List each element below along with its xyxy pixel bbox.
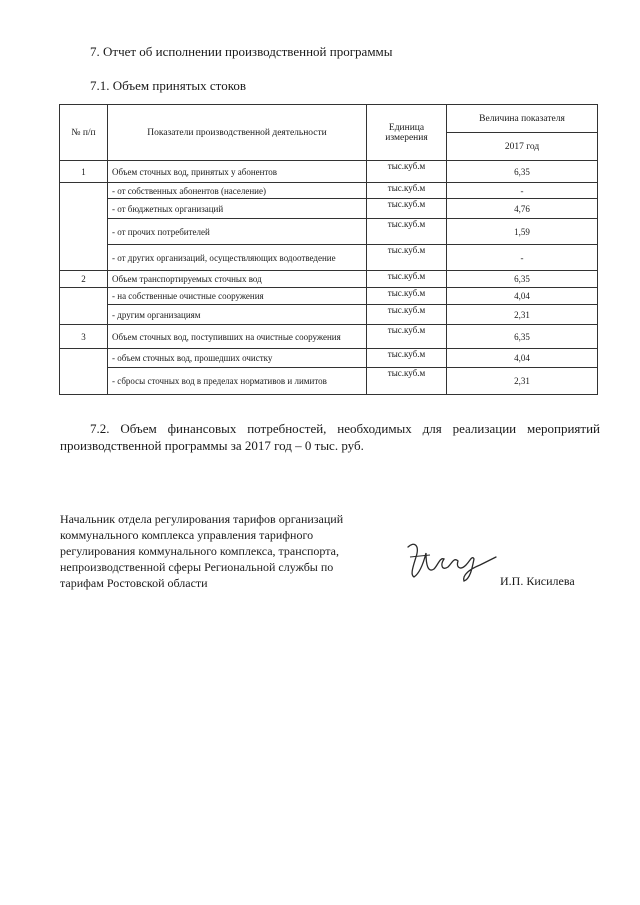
- table-row: [60, 271, 598, 288]
- row-name: - от собственных абонентов (население): [108, 183, 367, 199]
- row-num: 2: [60, 271, 108, 288]
- row-unit: тыс.куб.м: [367, 305, 447, 325]
- signature-line: тарифам Ростовской области: [60, 576, 208, 590]
- row-value: -: [447, 245, 598, 271]
- row-name: - сбросы сточных вод в пределах нормативов и лимитов: [108, 368, 367, 395]
- signer-name: И.П. Кисилева: [500, 574, 575, 588]
- row-name: - другим организациям: [108, 305, 367, 325]
- signature-line: непроизводственной сферы Региональной службы по: [60, 560, 334, 574]
- header-year: 2017 год: [447, 133, 598, 161]
- table-row: [60, 349, 598, 368]
- row-num: [60, 349, 108, 395]
- row-name: - объем сточных вод, прошедших очистку: [108, 349, 367, 368]
- row-unit: тыс.куб.м: [367, 368, 447, 395]
- table-row: [60, 199, 598, 219]
- row-name: Объем транспортируемых сточных вод: [108, 271, 367, 288]
- row-name: - от прочих потребителей: [108, 219, 367, 245]
- row-value: 6,35: [447, 325, 598, 349]
- row-value: 2,31: [447, 305, 598, 325]
- row-value: 6,35: [447, 271, 598, 288]
- table-row: [60, 368, 598, 395]
- row-unit: тыс.куб.м: [367, 219, 447, 245]
- row-name: - от бюджетных организаций: [108, 199, 367, 219]
- row-unit: тыс.куб.м: [367, 199, 447, 219]
- signature-line: регулирования коммунального комплекса, транспорта,: [60, 544, 339, 558]
- handwritten-signature: [400, 535, 510, 585]
- row-num: 1: [60, 161, 108, 183]
- row-unit: тыс.куб.м: [367, 183, 447, 199]
- row-num: [60, 288, 108, 325]
- row-value: 1,59: [447, 219, 598, 245]
- row-name: - на собственные очистные сооружения: [108, 288, 367, 305]
- header-value-group: Величина показателя: [447, 105, 598, 133]
- financial-paragraph: 7.2. Объем финансовых потребностей, необходимых для реализации мероприятий производственной программы за 2017 год – 0 тыс. руб.: [60, 421, 600, 453]
- header-num: № п/п: [60, 105, 108, 161]
- table-row: [60, 288, 598, 305]
- subsection-title: 7.1. Объем принятых стоков: [90, 78, 246, 93]
- row-unit: тыс.куб.м: [367, 245, 447, 271]
- row-unit: тыс.куб.м: [367, 325, 447, 349]
- row-value: 2,31: [447, 368, 598, 395]
- signature-title: [60, 511, 380, 591]
- table-row: [60, 183, 598, 199]
- row-name: - от других организаций, осуществляющих водоотведение: [108, 245, 367, 271]
- row-value: 4,04: [447, 349, 598, 368]
- row-name: Объем сточных вод, принятых у абонентов: [108, 161, 367, 183]
- header-unit: Единица измерения: [367, 105, 447, 161]
- row-value: -: [447, 183, 598, 199]
- table-row: [60, 219, 598, 245]
- table-row: [60, 325, 598, 349]
- row-value: 4,76: [447, 199, 598, 219]
- row-value: 6,35: [447, 161, 598, 183]
- header-indicator: Показатели производственной деятельности: [108, 105, 367, 161]
- row-unit: тыс.куб.м: [367, 161, 447, 183]
- table-row: [60, 245, 598, 271]
- table-row: [60, 161, 598, 183]
- row-unit: тыс.куб.м: [367, 271, 447, 288]
- table-row: [60, 305, 598, 325]
- row-num: 3: [60, 325, 108, 349]
- production-table: [59, 104, 598, 395]
- row-unit: тыс.куб.м: [367, 349, 447, 368]
- section-title: 7. Отчет об исполнении производственной программы: [90, 44, 393, 59]
- row-num: [60, 183, 108, 271]
- row-value: 4,04: [447, 288, 598, 305]
- row-unit: тыс.куб.м: [367, 288, 447, 305]
- row-name: Объем сточных вод, поступивших на очистные сооружения: [108, 325, 367, 349]
- signature-line: коммунального комплекса управления тарифного: [60, 528, 314, 542]
- signature-line: Начальник отдела регулирования тарифов организаций: [60, 512, 344, 526]
